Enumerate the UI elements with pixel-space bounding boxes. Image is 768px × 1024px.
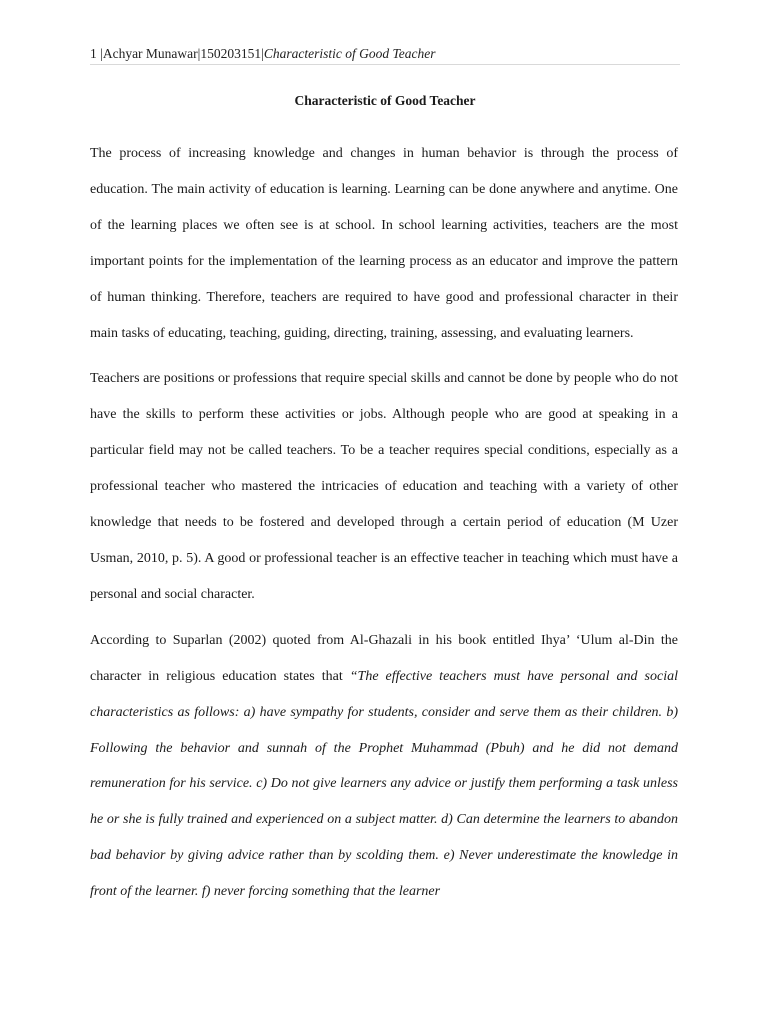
header-separator: | — [197, 46, 201, 61]
document-title: Characteristic of Good Teacher — [294, 93, 476, 108]
paragraph-3-intro: According to Suparlan (2002) quoted from Al-Ghazali in his book entitled Ihya’ ‘Ulum al-Din the character in religious education states that — [90, 632, 678, 684]
header-separator: | — [100, 46, 103, 61]
header-separator: | — [261, 46, 264, 61]
paragraph-1: The process of increasing knowledge and changes in human behavior is through the process of education. The main activity of education is learning. Learning can be done anywhere and anytime. One of the learning places we often see is at school. In school learning activities, teachers are the most important points for the implementation of the learning process as an educator and improve the pattern of human thinking. Therefore, teachers are required to have good and professional character in their main tasks of educating, teaching, guiding, directing, training, assessing, and evaluating learners. — [90, 146, 678, 341]
paragraph-3-quote: “The effective teachers must have personal and social characteristics as follows: a) have sympathy for students, consider and serve them as their children. b) Following the behavior and sunnah of the Prophet Muhammad (Pbuh) and he did not demand remuneration for his service. c) Do not give learners any advice or justify them performing a task unless he or she is fully trained and experienced on a subject matter. d) Can determine the learners to abandon bad behavior by giving advice rather than by scolding them. e) Never underestimate the knowledge in front of the learner. f) never forcing something that the learner — [90, 668, 678, 900]
page-number: 1 — [90, 46, 97, 61]
document-body — [90, 136, 678, 910]
paragraph-3 — [90, 623, 678, 910]
header-divider — [90, 64, 680, 65]
header-doc-title: Characteristic of Good Teacher — [263, 46, 436, 61]
page-header — [90, 44, 680, 64]
paragraph-2: Teachers are positions or professions that require special skills and cannot be done by people who do not have the skills to perform these activities or jobs. Although people who are good at speaking in a particular field may not be called teachers. To be a teacher requires special conditions, especially as a professional teacher who mastered the intricacies of education and teaching with a variety of other knowledge that needs to be fostered and developed through a certain period of education (M Uzer Usman, 2010, p. 5). A good or professional teacher is an effective teacher in teaching which must have a personal and social character. — [90, 371, 678, 602]
student-id: 150203151 — [200, 46, 262, 61]
author-name: Achyar Munawar — [102, 46, 198, 61]
